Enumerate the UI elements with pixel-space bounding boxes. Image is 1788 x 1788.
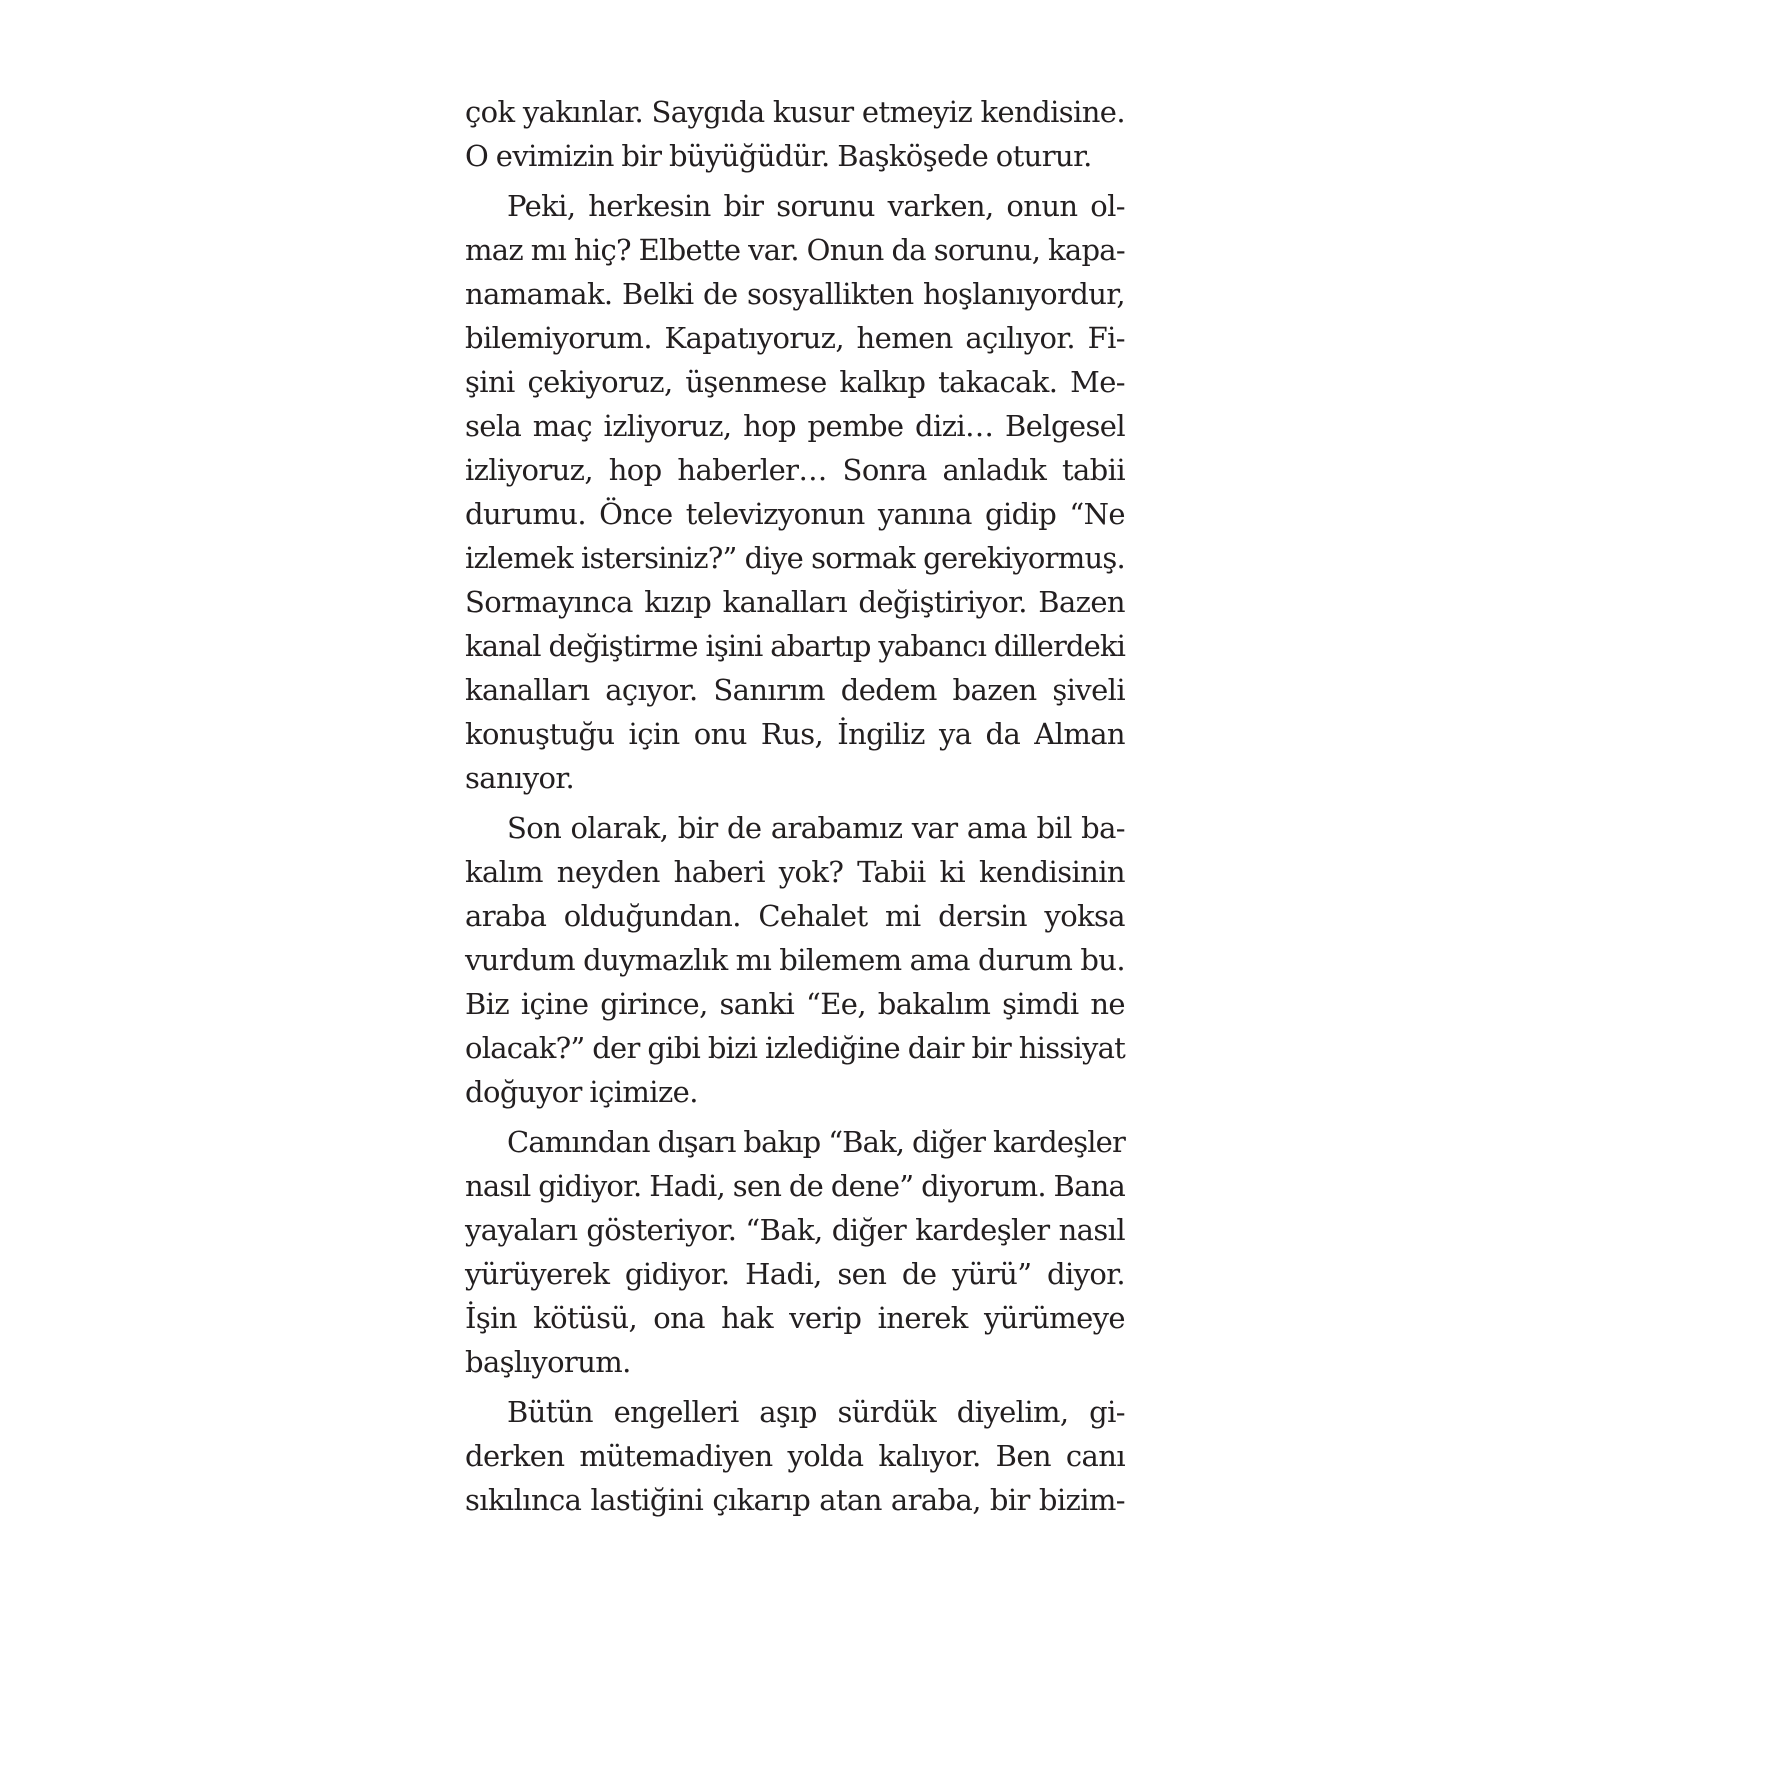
text-line: şini çekiyoruz, üşenmese kalkıp takacak. Me- <box>465 365 1125 399</box>
text-line: Camından dışarı bakıp “Bak, diğer kardeşler <box>507 1125 1125 1159</box>
text-line: sela maç izliyoruz, hop pembe dizi… Belgesel <box>465 409 1125 443</box>
paragraph-1 <box>465 90 1125 178</box>
text-line: İşin kötüsü, ona hak verip inerek yürümeye <box>465 1301 1125 1335</box>
text-line: çok yakınlar. Saygıda kusur etmeyiz kendisine. <box>465 95 1125 129</box>
text-line: sıkılınca lastiğini çıkarıp atan araba, bir bizim- <box>465 1483 1125 1517</box>
text-line: Biz içine girince, sanki “Ee, bakalım şimdi ne <box>465 987 1125 1021</box>
text-line: kalım neyden haberi yok? Tabii ki kendisinin <box>465 855 1125 889</box>
paragraph-4 <box>465 1120 1125 1384</box>
text-line: araba olduğundan. Cehalet mi dersin yoksa <box>465 899 1125 933</box>
text-line: konuştuğu için onu Rus, İngiliz ya da Alman <box>465 717 1125 751</box>
text-line: Sormayınca kızıp kanalları değiştiriyor. Bazen <box>465 585 1125 619</box>
text-line: doğuyor içimize. <box>465 1075 698 1109</box>
text-line: Son olarak, bir de arabamız var ama bil ba- <box>507 811 1125 845</box>
text-line: başlıyorum. <box>465 1345 631 1379</box>
text-line: yayaları gösteriyor. “Bak, diğer kardeşler nasıl <box>465 1213 1125 1247</box>
text-line: sanıyor. <box>465 761 575 795</box>
text-line: izliyoruz, hop haberler… Sonra anladık tabii <box>465 453 1125 487</box>
text-line: O evimizin bir büyüğüdür. Başköşede oturur. <box>465 139 1092 173</box>
text-line: olacak?” der gibi bizi izlediğine dair bir hissiyat <box>465 1031 1125 1065</box>
text-line: durumu. Önce televizyonun yanına gidip “Ne <box>465 497 1125 531</box>
book-page-body <box>465 90 1125 1528</box>
paragraph-2 <box>465 184 1125 800</box>
text-line: Peki, herkesin bir sorunu varken, onun ol- <box>507 189 1125 223</box>
text-line: namamak. Belki de sosyallikten hoşlanıyordur, <box>465 277 1125 311</box>
text-line: nasıl gidiyor. Hadi, sen de dene” diyorum. Bana <box>465 1169 1125 1203</box>
text-line: vurdum duymazlık mı bilemem ama durum bu. <box>465 943 1125 977</box>
text-line: kanal değiştirme işini abartıp yabancı dillerdeki <box>465 629 1125 663</box>
paragraph-5 <box>465 1390 1125 1522</box>
paragraph-3 <box>465 806 1125 1114</box>
text-line: kanalları açıyor. Sanırım dedem bazen şiveli <box>465 673 1125 707</box>
text-line: derken mütemadiyen yolda kalıyor. Ben canı <box>465 1439 1125 1473</box>
text-line: izlemek istersiniz?” diye sormak gerekiyormuş. <box>465 541 1125 575</box>
text-line: yürüyerek gidiyor. Hadi, sen de yürü” diyor. <box>465 1257 1125 1291</box>
text-line: maz mı hiç? Elbette var. Onun da sorunu, kapa- <box>465 233 1125 267</box>
text-line: Bütün engelleri aşıp sürdük diyelim, gi- <box>507 1395 1125 1429</box>
text-line: bilemiyorum. Kapatıyoruz, hemen açılıyor. Fi- <box>465 321 1125 355</box>
